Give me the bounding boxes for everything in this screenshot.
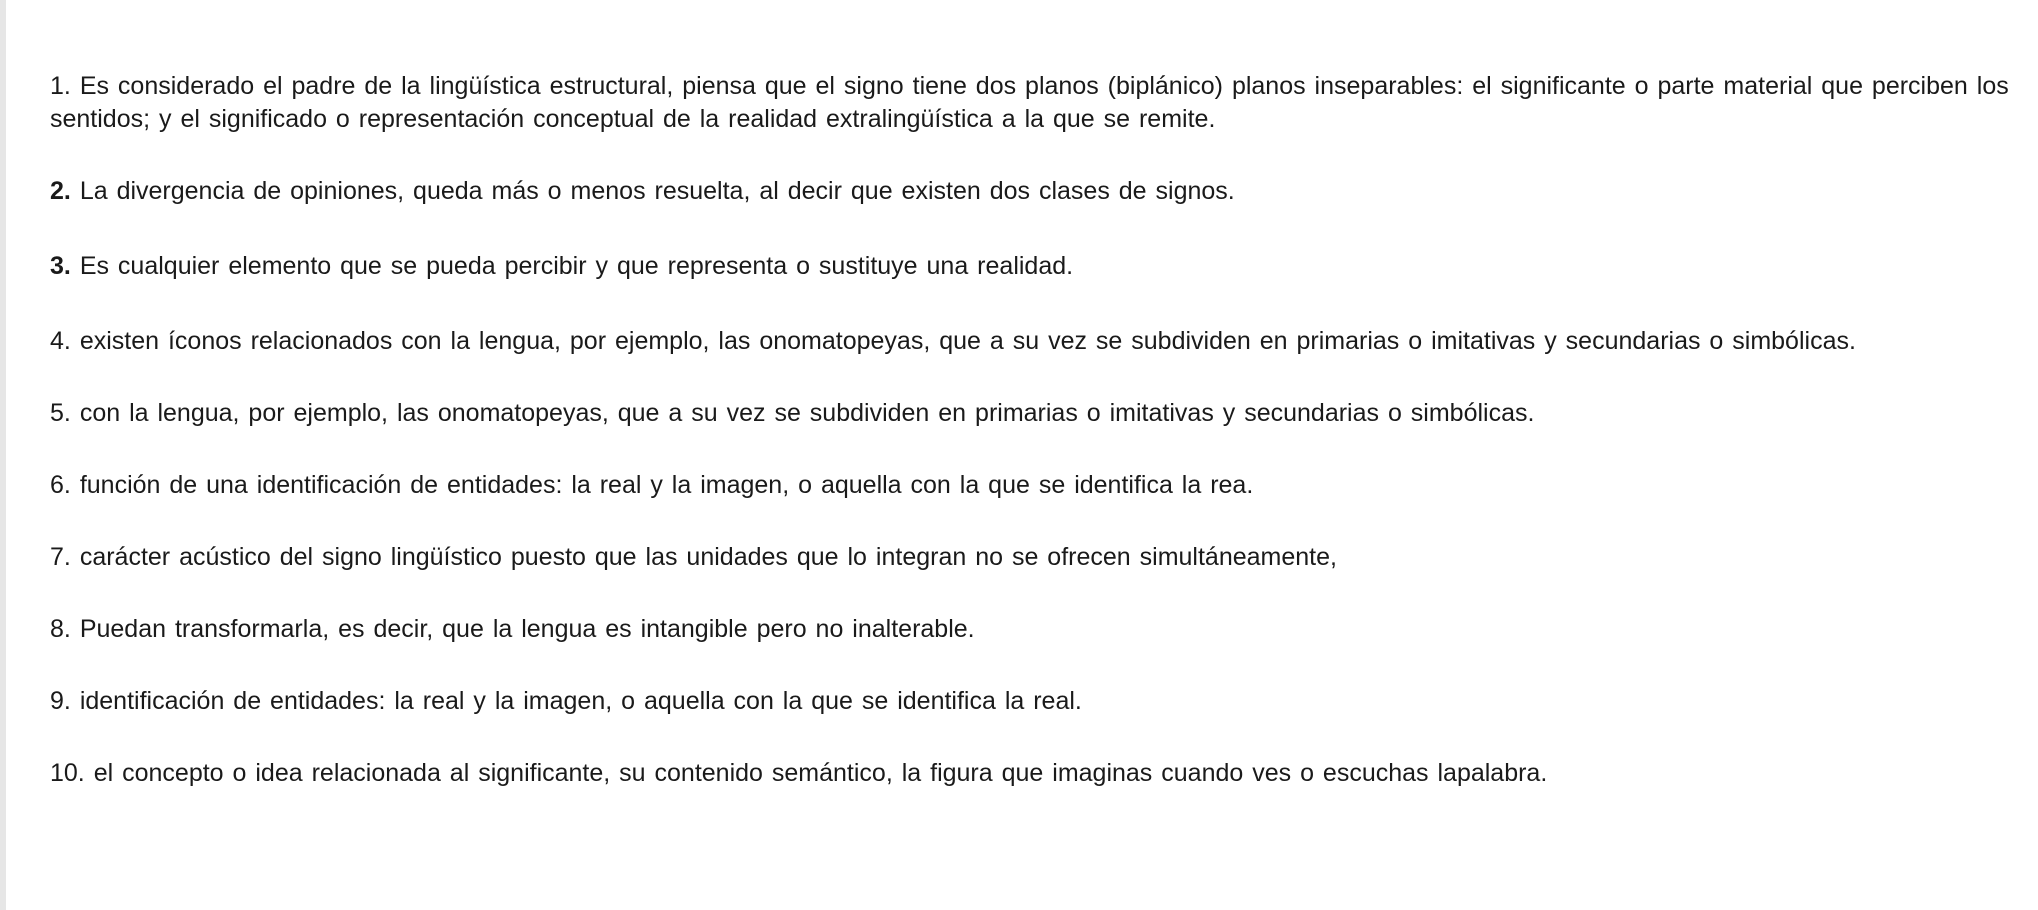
item-text: Es cualquier elemento que se pueda percibir y que representa o sustituye una realidad.: [79, 252, 1074, 280]
item-text: existen íconos relacionados con la lengua, por ejemplo, las onomatopeyas, que a su vez se subdividen en primarias o imitativas y secundarias o simbólicas.: [79, 327, 1856, 355]
item-number: 6.: [50, 471, 71, 499]
list-item: [50, 250, 2010, 283]
item-number: 9.: [50, 687, 71, 715]
item-number: 2.: [50, 177, 71, 205]
item-number: 7.: [50, 543, 71, 571]
page-left-border: [0, 0, 6, 910]
item-text: Puedan transformarla, es decir, que la lengua es intangible pero no inalterable.: [79, 615, 975, 643]
item-number: 5.: [50, 399, 71, 427]
list-item: [50, 175, 2010, 208]
list-item: [50, 397, 2010, 430]
item-number: 4.: [50, 327, 71, 355]
item-number: 8.: [50, 615, 71, 643]
item-text: función de una identificación de entidades: la real y la imagen, o aquella con la que se identifica la rea.: [79, 471, 1254, 499]
item-text: identificación de entidades: la real y la imagen, o aquella con la que se identifica la real.: [79, 687, 1082, 715]
list-item: [50, 613, 2010, 646]
item-text: con la lengua, por ejemplo, las onomatopeyas, que a su vez se subdividen en primarias o imitativas y secundarias o simbólicas.: [79, 399, 1535, 427]
item-number: 1.: [50, 72, 71, 100]
list-item: [50, 325, 2010, 358]
item-text: carácter acústico del signo lingüístico puesto que las unidades que lo integran no se ofrecen simultáneamente,: [79, 543, 1337, 571]
item-text: el concepto o idea relacionada al significante, su contenido semántico, la figura que imaginas cuando ves o escuchas lapalabra.: [93, 759, 1548, 787]
item-text: Es considerado el padre de la lingüística estructural, piensa que el signo tiene dos planos (biplánico) planos inseparables: el significante o parte material que perciben los sentidos; y el significado o representación conceptual de la realidad extralingüística a la que se remite.: [50, 72, 2009, 133]
list-item: [50, 685, 2010, 718]
item-number: 10.: [50, 759, 85, 787]
item-number: 3.: [50, 252, 71, 280]
numbered-list: [50, 70, 2010, 790]
list-item: [50, 469, 2010, 502]
list-item: [50, 541, 2010, 574]
list-item: [50, 757, 2010, 790]
item-text: La divergencia de opiniones, queda más o menos resuelta, al decir que existen dos clases de signos.: [79, 177, 1235, 205]
list-item: [50, 70, 2010, 136]
